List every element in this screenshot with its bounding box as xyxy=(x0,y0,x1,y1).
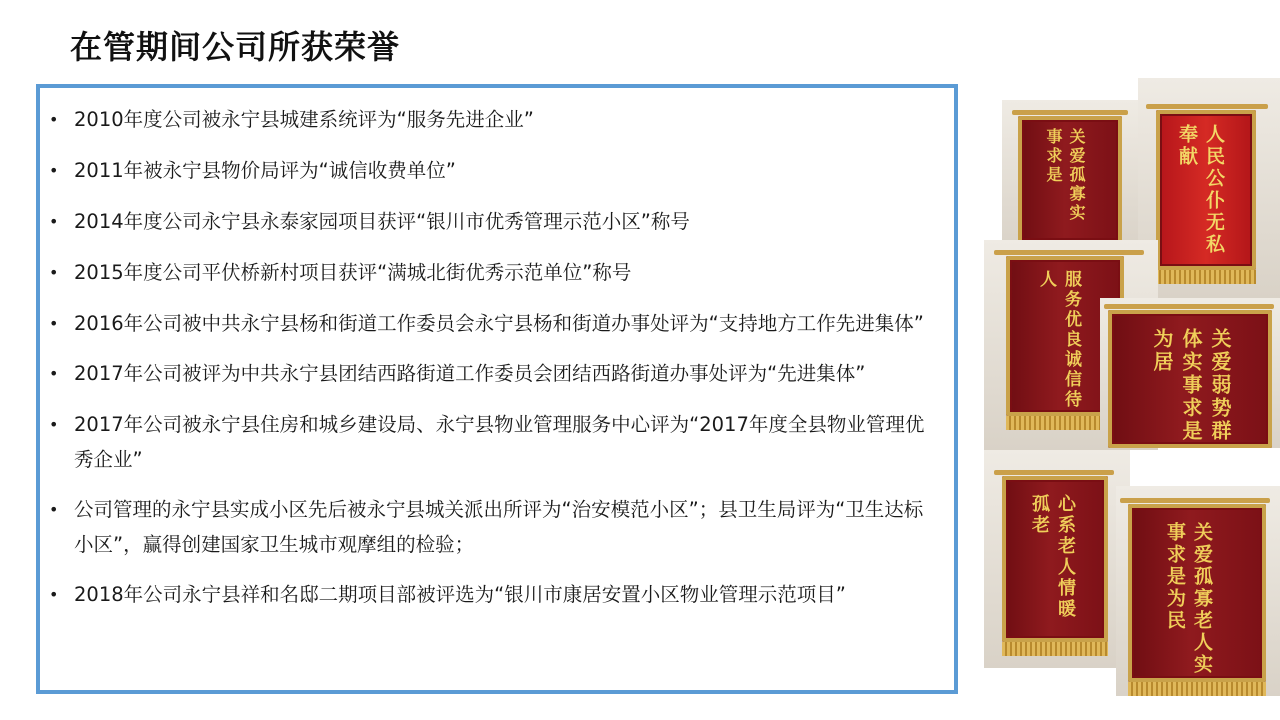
list-item xyxy=(49,204,934,239)
bullet-icon: • xyxy=(49,415,59,434)
honor-text: 2017年公司被永宁县住房和城乡建设局、永宁县物业管理服务中心评为“2017年度全县物业管理优秀企业” xyxy=(74,413,925,471)
banner-text: 服务优良诚信待人 xyxy=(1036,270,1081,410)
honor-text: 2015年度公司平伏桥新村项目获评“满城北街优秀示范单位”称号 xyxy=(74,261,632,284)
honors-box xyxy=(36,84,958,694)
bullet-icon: • xyxy=(49,212,59,231)
bullet-icon: • xyxy=(49,314,59,333)
list-item xyxy=(49,407,934,477)
banner-text: 心系老人情暖孤老 xyxy=(1029,494,1076,620)
bullet-icon: • xyxy=(49,110,59,129)
honor-text: 2016年公司被中共永宁县杨和街道工作委员会永宁县杨和街道办事处评为“支持地方工作先进集体” xyxy=(74,312,924,335)
bullet-icon: • xyxy=(49,500,59,519)
banner-text: 关爱弱势群体实事求是为居 xyxy=(1150,328,1232,443)
banner-photo xyxy=(1116,486,1280,696)
banner-text: 关爱孤寡实事求是 xyxy=(1044,128,1086,223)
banner-photo xyxy=(1002,100,1138,250)
list-item xyxy=(49,577,934,612)
banner-photo-collage xyxy=(984,78,1280,696)
page-title: 在管期间公司所获荣誉 xyxy=(70,28,401,66)
list-item xyxy=(49,153,934,188)
honor-text: 2014年度公司永宁县永泰家园项目获评“银川市优秀管理示范小区”称号 xyxy=(74,210,690,233)
banner-photo xyxy=(1138,78,1280,298)
list-item xyxy=(49,102,934,137)
bullet-icon: • xyxy=(49,263,59,282)
honors-list xyxy=(40,88,954,612)
banner-photo xyxy=(1100,298,1280,448)
bullet-icon: • xyxy=(49,585,59,604)
list-item xyxy=(49,306,934,341)
banner-photo xyxy=(984,450,1130,668)
banner-text: 关爱孤寡老人实事求是为民 xyxy=(1164,522,1213,676)
list-item xyxy=(49,356,934,391)
list-item xyxy=(49,255,934,290)
honor-text: 公司管理的永宁县实成小区先后被永宁县城关派出所评为“治安模范小区”；县卫生局评为“卫生达标小区”，赢得创建国家卫生城市观摩组的检验； xyxy=(74,498,924,556)
honor-text: 2010年度公司被永宁县城建系统评为“服务先进企业” xyxy=(74,108,534,131)
honor-text: 2017年公司被评为中共永宁县团结西路街道工作委员会团结西路街道办事处评为“先进集体” xyxy=(74,362,866,385)
honor-text: 2018年公司永宁县祥和名邸二期项目部被评选为“银川市康居安置小区物业管理示范项目” xyxy=(74,583,846,606)
bullet-icon: • xyxy=(49,161,59,180)
honor-text: 2011年被永宁县物价局评为“诚信收费单位” xyxy=(74,159,456,182)
banner-text: 人民公仆无私奉献 xyxy=(1176,124,1225,256)
list-item xyxy=(49,492,934,562)
bullet-icon: • xyxy=(49,364,59,383)
